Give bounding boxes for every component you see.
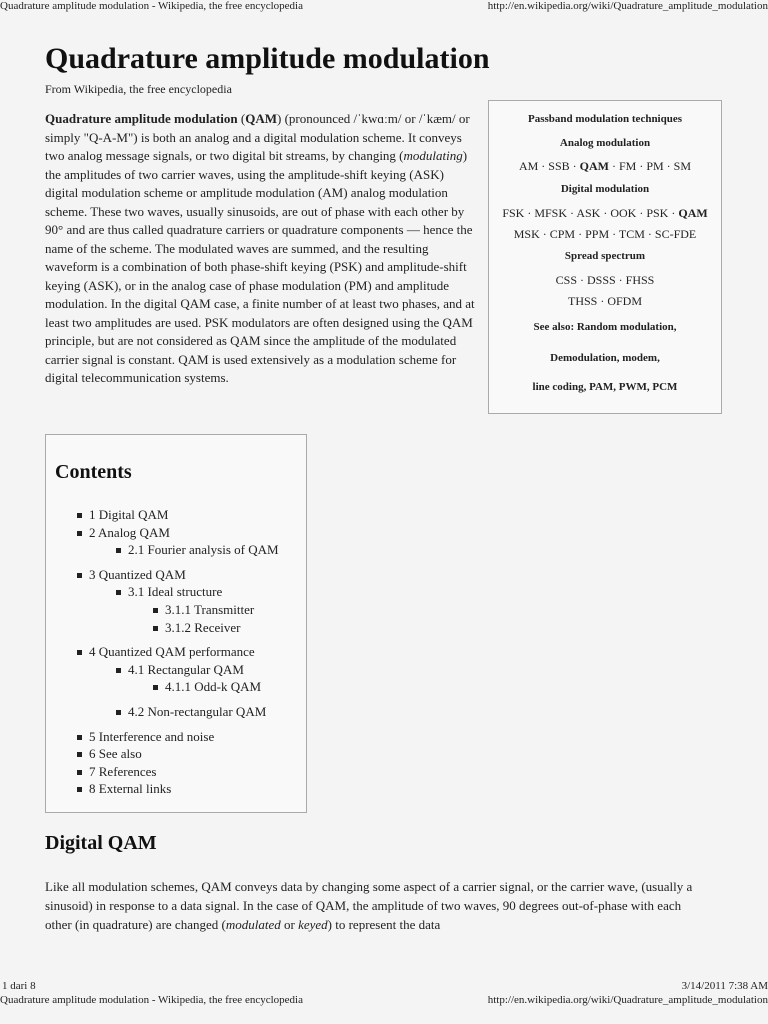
navbox-see-also-3[interactable]: line coding, PAM, PWM, PCM	[532, 381, 678, 393]
toc-item-references[interactable]: 7 References	[77, 764, 157, 780]
navbox-analog-header[interactable]: Analog modulation	[559, 137, 651, 149]
navbox-digital-current: QAM	[678, 206, 708, 220]
navbox-digital-links[interactable]: FSK · MFSK · ASK · OOK · PSK ·	[502, 206, 679, 220]
section-emphasis-1: modulated	[225, 917, 281, 932]
toc-item-odd-k-qam[interactable]: 4.1.1 Odd-k QAM	[153, 679, 261, 695]
section-paragraph	[45, 877, 705, 934]
toc-heading: Contents	[55, 461, 132, 483]
toc-item-rectangular-qam[interactable]: 4.1 Rectangular QAM	[116, 662, 244, 678]
intro-term: Quadrature amplitude modulation	[45, 111, 238, 126]
toc-item-interference[interactable]: 5 Interference and noise	[77, 729, 214, 745]
navbox-spread-row-2[interactable]: THSS · OFDM	[567, 294, 642, 308]
navbox-spread-header[interactable]: Spread spectrum	[564, 250, 646, 262]
print-header	[0, 0, 768, 16]
intro-abbr: QAM	[245, 111, 277, 126]
intro-emphasis[interactable]: modulating	[403, 148, 463, 163]
toc-item-ideal-structure[interactable]: 3.1 Ideal structure	[116, 584, 222, 600]
print-datetime: 3/14/2011 7:38 AM	[681, 980, 768, 992]
print-footer	[0, 994, 768, 1008]
intro-text-2: ) (pronounced /ˈkwɑːm/ or /ˈkæm/ or simply "Q-A-M") is both an analog and a digital modulation scheme. It conveys two analog message signals, or two digital bit streams, by changing (	[45, 111, 470, 163]
toc-item-digital-qam[interactable]: 1 Digital QAM	[77, 507, 168, 523]
toc-item-transmitter[interactable]: 3.1.1 Transmitter	[153, 602, 254, 618]
section-heading-digital-qam: Digital QAM	[45, 832, 157, 854]
toc-item-quantized-qam[interactable]: 3 Quantized QAM	[77, 567, 186, 583]
print-footer-url[interactable]: http://en.wikipedia.org/wiki/Quadrature_amplitude_modulation	[487, 994, 768, 1006]
navbox-see-also-1[interactable]: See also: Random modulation,	[533, 321, 677, 333]
toc-item-see-also[interactable]: 6 See also	[77, 746, 142, 762]
navbox-analog-links-2[interactable]: · FM · PM · SM	[608, 159, 692, 173]
print-header-url[interactable]: http://en.wikipedia.org/wiki/Quadrature_amplitude_modulation	[487, 0, 768, 12]
navbox-see-also-2[interactable]: Demodulation, modem,	[550, 352, 660, 364]
page-tagline: From Wikipedia, the free encyclopedia	[45, 82, 232, 96]
table-of-contents	[45, 434, 307, 813]
intro-text-1: (	[237, 111, 246, 126]
navbox-digital-header[interactable]: Digital modulation	[560, 183, 650, 195]
page-number: 1 dari 8	[2, 980, 36, 992]
section-text-3: ) to represent the data	[327, 917, 441, 932]
section-text-2: or	[280, 917, 299, 932]
modulation-navbox	[488, 100, 722, 414]
section-emphasis-2: keyed	[298, 917, 328, 932]
toc-item-receiver[interactable]: 3.1.2 Receiver	[153, 620, 240, 636]
navbox-spread-row-1[interactable]: CSS · DSSS · FHSS	[555, 273, 655, 287]
section-text-1: Like all modulation schemes, QAM conveys data by changing some aspect of a carrier signal, or the carrier wave, (usually a sinusoid) in response to a data signal. In the case of QAM, the amplitude of two waves, 90 degrees out-of-phase with each other (in quadrature) are changed (	[45, 879, 693, 932]
navbox-digital-row-1	[489, 206, 721, 221]
toc-item-fourier-analysis[interactable]: 2.1 Fourier analysis of QAM	[116, 542, 279, 558]
print-footer-title: Quadrature amplitude modulation - Wikipedia, the free encyclopedia	[0, 994, 303, 1006]
toc-item-non-rectangular-qam[interactable]: 4.2 Non-rectangular QAM	[116, 704, 266, 720]
navbox-analog-row	[489, 159, 721, 174]
navbox-digital-row-2[interactable]: MSK · CPM · PPM · TCM · SC-FDE	[513, 227, 697, 241]
navbox-analog-current: QAM	[579, 159, 609, 173]
navbox-title[interactable]: Passband modulation techniques	[527, 113, 683, 125]
toc-item-quantized-performance[interactable]: 4 Quantized QAM performance	[77, 644, 255, 660]
print-header-title: Quadrature amplitude modulation - Wikipedia, the free encyclopedia	[0, 0, 303, 12]
navbox-analog-links[interactable]: AM · SSB ·	[518, 159, 580, 173]
toc-item-external-links[interactable]: 8 External links	[77, 781, 171, 797]
intro-text-3: ) the amplitudes of two carrier waves, using the amplitude-shift keying (ASK) digital modulation scheme or amplitude modulation (AM) analog modulation scheme. These two waves, usually sinusoids, are out of phase with each other by 90° and are thus called quadrature carriers or quadrature components — hence the name of the scheme. The modulated waves are summed, and the resulting waveform is a combination of both phase-shift keying (PSK) and amplitude-shift keying (ASK), or in the analog case of phase modulation (PM) and amplitude modulation. In the digital QAM case, a finite number of at least two phases, and at least two amplitudes are used. PSK modulators are often designed using the QAM principle, but are not considered as QAM since the amplitude of the modulated carrier signal is constant. QAM is used extensively as a modulation scheme for digital telecommunication systems.	[45, 148, 475, 385]
toc-item-analog-qam[interactable]: 2 Analog QAM	[77, 525, 170, 541]
print-footer-meta	[0, 980, 768, 994]
intro-paragraph	[45, 110, 475, 388]
page-title: Quadrature amplitude modulation	[45, 42, 490, 75]
